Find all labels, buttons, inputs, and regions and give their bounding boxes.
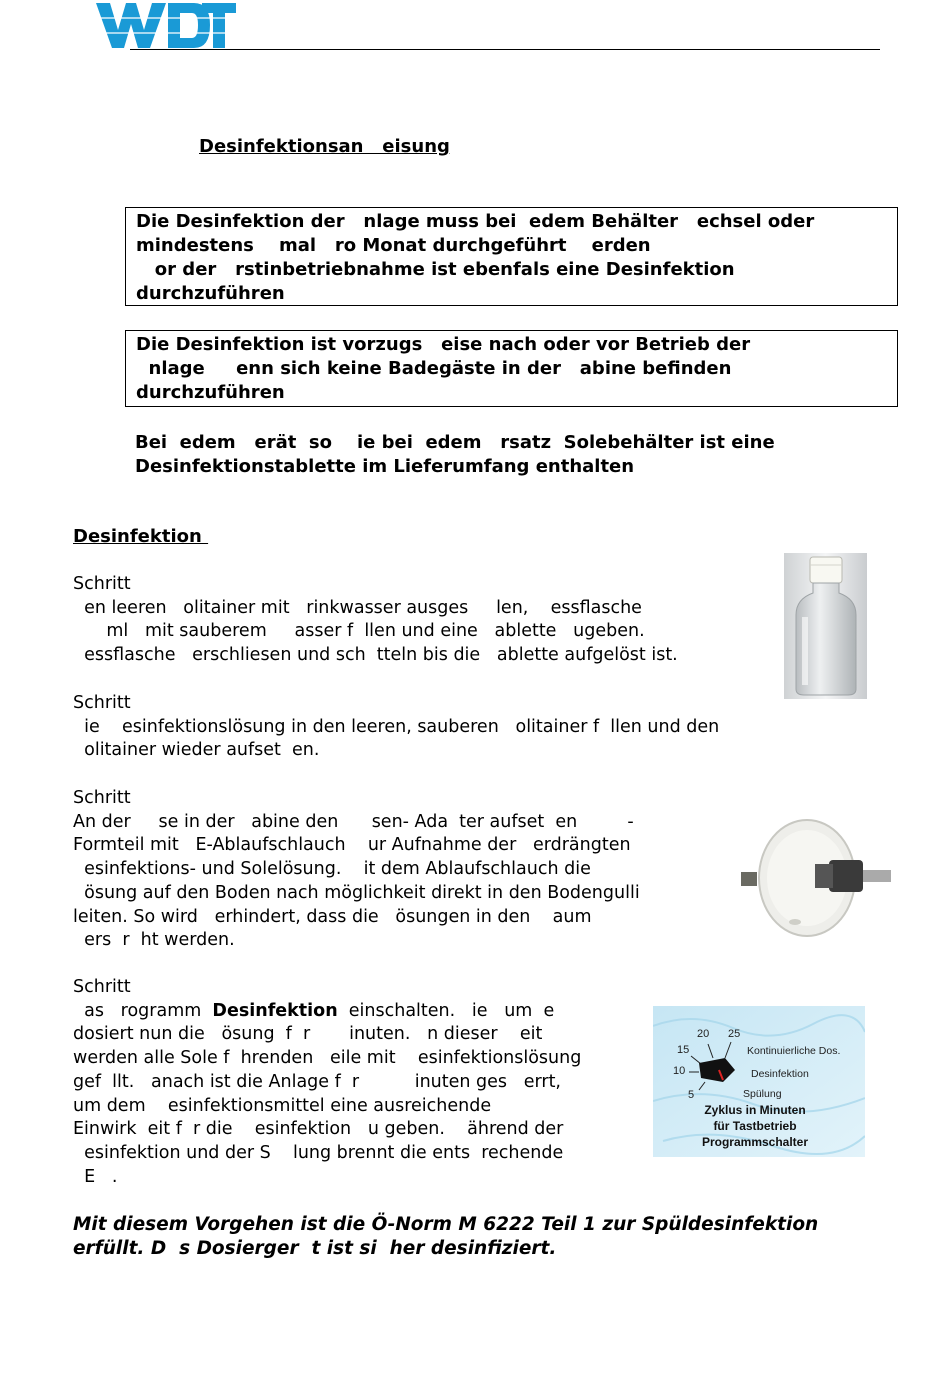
header-rule [130, 49, 880, 50]
program-switch-diagram [653, 1006, 865, 1157]
step-label: Schritt [73, 693, 131, 713]
step-line: um dem esinfektionsmittel eine ausreichende [73, 1095, 492, 1116]
diagram-caption: Zyklus in Minuten [704, 1103, 806, 1117]
notice-line: or der rstinbetriebnahme ist ebenfals eine Desinfektion [136, 259, 735, 280]
step-line: ers r ht werden. [73, 930, 235, 951]
notice-box-2 [125, 330, 898, 407]
bottle-photo [784, 553, 867, 699]
info-note [135, 431, 775, 479]
closing-line: erfüllt. D s Dosierger t ist si her desinfiziert. [73, 1238, 557, 1259]
diagram-caption: Programmschalter [701, 1135, 809, 1149]
hose-adapter-photo [737, 812, 892, 940]
step-text: einschalten. ie um e [337, 1000, 555, 1021]
tick-label: 10 [673, 1065, 686, 1077]
step-3 [73, 787, 640, 953]
info-line: Desinfektionstablette im Lieferumfang enthalten [135, 456, 635, 477]
step-line: An der se in der abine den sen- Ada ter aufset en - [73, 811, 634, 832]
step-line: essflasche erschliesen und sch tteln bis die ablette aufgelöst ist. [73, 645, 678, 666]
step-line: leiten. So wird erhindert, dass die ösungen in den aum [73, 906, 592, 927]
notice-line: mindestens mal ro Monat durchgeführt erden [136, 235, 651, 256]
option-label: Desinfektion [751, 1068, 809, 1080]
tick-label: 25 [728, 1028, 741, 1040]
step-line: esinfektions- und Solelösung. it dem Ablaufschlauch die [73, 859, 591, 880]
closing-statement [73, 1213, 818, 1261]
step-label: Schritt [73, 977, 131, 997]
step-line: gef llt. anach ist die Anlage f r inuten ges errt, [73, 1071, 561, 1092]
step-line: Formteil mit E-Ablaufschlauch ur Aufnahme der erdrängten [73, 835, 631, 856]
step-text: as rogramm [73, 1000, 213, 1021]
step-line: ie esinfektionslösung in den leeren, sauberen olitainer f llen und den [73, 716, 720, 737]
diagram-caption: für Tastbetrieb [713, 1119, 797, 1133]
tick-label: 5 [688, 1089, 695, 1101]
step-line: Einwirk eit f r die esinfektion u geben. ährend der [73, 1119, 564, 1140]
closing-line: Mit diesem Vorgehen ist die Ö-Norm M 6222 Teil 1 zur Spüldesinfektion [73, 1214, 819, 1235]
notice-line: Die Desinfektion der nlage muss bei edem Behälter echsel oder [136, 211, 815, 232]
step-line: esinfektion und der S lung brennt die ents rechende [73, 1142, 564, 1163]
step-line: ösung auf den Boden nach möglichkeit direkt in den Bodengulli [73, 882, 640, 903]
info-line: Bei edem erät so ie bei edem rsatz Solebehälter ist eine [135, 432, 775, 453]
program-name: Desinfektion [212, 1000, 338, 1021]
notice-line: durchzuführen [136, 382, 285, 403]
section-heading: Desinfektion [73, 526, 209, 547]
tick-label: 15 [677, 1044, 690, 1056]
notice-box-1 [125, 207, 898, 306]
step-label: Schritt [73, 574, 131, 594]
step-line [73, 1000, 581, 1024]
step-2 [73, 692, 719, 763]
step-line: en leeren olitainer mit rinkwasser ausges len, essflasche [73, 597, 642, 618]
notice-line: durchzuführen [136, 283, 285, 304]
tick-label: 20 [697, 1028, 710, 1040]
notice-line: Die Desinfektion ist vorzugs eise nach oder vor Betrieb der [136, 334, 751, 355]
step-label: Schritt [73, 788, 131, 808]
wdt-logo [96, 0, 236, 52]
step-line: ml mit sauberem asser f llen und eine ablette ugeben. [73, 621, 645, 642]
step-line: werden alle Sole f hrenden eile mit esinfektionslösung [73, 1048, 582, 1069]
option-label: Kontinuierliche Dos. [747, 1045, 841, 1057]
notice-line: nlage enn sich keine Badegäste in der abine befinden [136, 358, 732, 379]
step-line: olitainer wieder aufset en. [73, 740, 320, 761]
page-title: Desinfektionsan eisung [199, 136, 450, 157]
step-4 [73, 976, 581, 1189]
step-line: dosiert nun die ösung f r inuten. n dieser eit [73, 1024, 543, 1045]
step-line: E . [73, 1166, 118, 1187]
option-label: Spülung [743, 1088, 782, 1100]
step-1 [73, 573, 678, 668]
